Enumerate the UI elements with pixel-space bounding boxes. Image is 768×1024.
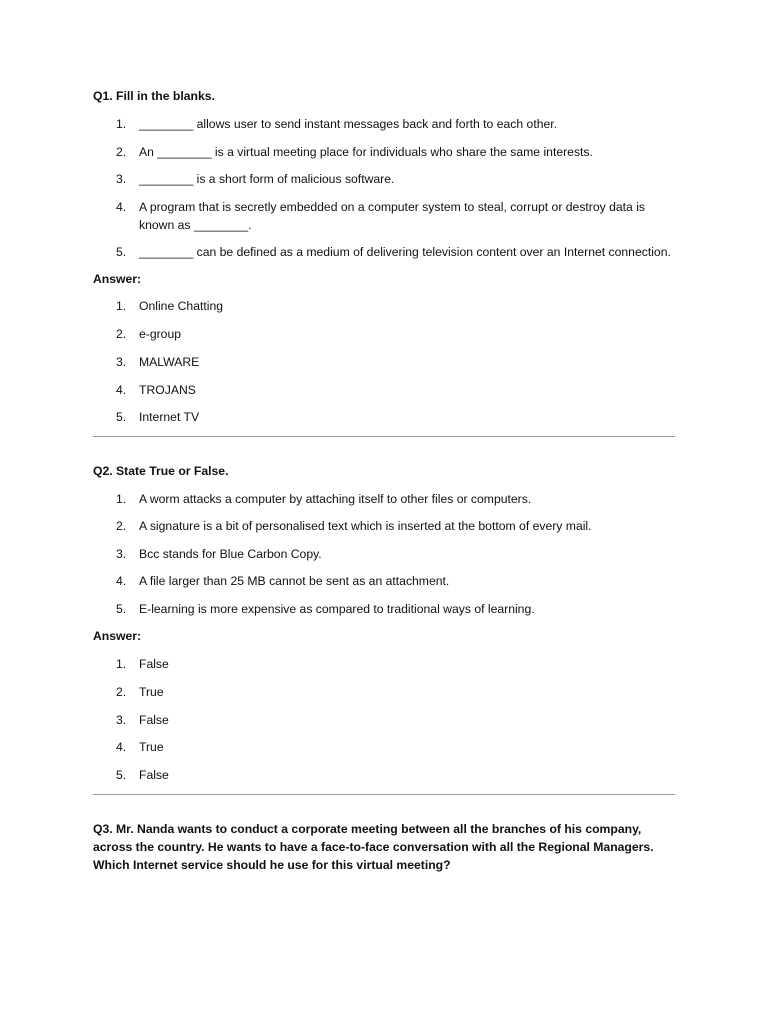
q2-answer-item (93, 711, 675, 729)
item-number: 3. (116, 547, 127, 561)
q2-answer-item (93, 683, 675, 701)
item-number: 3. (116, 172, 127, 186)
answer-text: False (139, 713, 169, 727)
q1-question-item (93, 115, 675, 133)
answer-text: e-group (139, 327, 182, 341)
item-number: 5. (116, 602, 127, 616)
q3-heading: Q3. Mr. Nanda wants to conduct a corporate meeting between all the branches of his company, across the country. He wants to have a face-to-face conversation with all the Regional Managers. Which Internet service should he use for this virtual meeting? (93, 822, 654, 872)
q1-answer-item (93, 408, 675, 426)
q2-question-item (93, 600, 675, 618)
q1-answer-item (93, 381, 675, 399)
q1-answer-item (93, 353, 675, 371)
item-text: ________ can be defined as a medium of delivering television content over an Internet connection. (139, 245, 671, 259)
q1-question-item (93, 243, 675, 261)
q2-question-item (93, 545, 675, 563)
q1-question-list (93, 115, 675, 261)
answer-text: Internet TV (139, 410, 200, 424)
q1-answer-item (93, 297, 675, 315)
q2-question-list (93, 490, 675, 618)
section-divider (93, 436, 675, 437)
item-number: 4. (116, 740, 127, 754)
q2-answer-list (93, 655, 675, 784)
item-text: An ________ is a virtual meeting place for individuals who share the same interests. (139, 145, 593, 159)
q2-question-item (93, 490, 675, 508)
answer-text: True (139, 740, 164, 754)
q2-answer-item (93, 655, 675, 673)
item-number: 5. (116, 245, 127, 259)
q1-answer-list (93, 297, 675, 426)
document-page (93, 86, 675, 874)
item-number: 5. (116, 410, 127, 424)
answer-text: Online Chatting (139, 299, 224, 313)
q1-answer-label: Answer: (93, 272, 142, 286)
item-text: E-learning is more expensive as compared to traditional ways of learning. (139, 602, 535, 616)
q2-question-item (93, 572, 675, 590)
q1-question-item (93, 143, 675, 161)
item-number: 2. (116, 519, 127, 533)
q2-answer-item (93, 766, 675, 784)
answer-text: MALWARE (139, 355, 200, 369)
item-number: 3. (116, 355, 127, 369)
item-number: 1. (116, 492, 127, 506)
item-text: A worm attacks a computer by attaching itself to other files or computers. (139, 492, 532, 506)
item-text: A program that is secretly embedded on a computer system to steal, corrupt or destroy data is known as ________. (139, 200, 646, 232)
section-divider (93, 794, 675, 795)
item-number: 1. (116, 117, 127, 131)
q2-answer-label: Answer: (93, 629, 142, 643)
item-number: 4. (116, 383, 127, 397)
item-text: Bcc stands for Blue Carbon Copy. (139, 547, 322, 561)
answer-text: True (139, 685, 164, 699)
item-number: 4. (116, 574, 127, 588)
item-number: 5. (116, 768, 127, 782)
q1-question-item (93, 198, 675, 234)
item-number: 1. (116, 657, 127, 671)
item-text: A signature is a bit of personalised text which is inserted at the bottom of every mail. (139, 519, 592, 533)
item-number: 4. (116, 200, 127, 214)
item-text: A file larger than 25 MB cannot be sent as an attachment. (139, 574, 450, 588)
answer-text: TROJANS (139, 383, 196, 397)
item-text: ________ allows user to send instant messages back and forth to each other. (139, 117, 558, 131)
answer-text: False (139, 768, 169, 782)
q1-heading: Q1. Fill in the blanks. (93, 89, 215, 103)
item-text: ________ is a short form of malicious software. (139, 172, 395, 186)
q1-question-item (93, 170, 675, 188)
q2-heading: Q2. State True or False. (93, 464, 229, 478)
item-number: 2. (116, 685, 127, 699)
q1-answer-item (93, 325, 675, 343)
item-number: 3. (116, 713, 127, 727)
q2-answer-item (93, 738, 675, 756)
item-number: 2. (116, 327, 127, 341)
answer-text: False (139, 657, 169, 671)
item-number: 2. (116, 145, 127, 159)
item-number: 1. (116, 299, 127, 313)
q2-question-item (93, 517, 675, 535)
